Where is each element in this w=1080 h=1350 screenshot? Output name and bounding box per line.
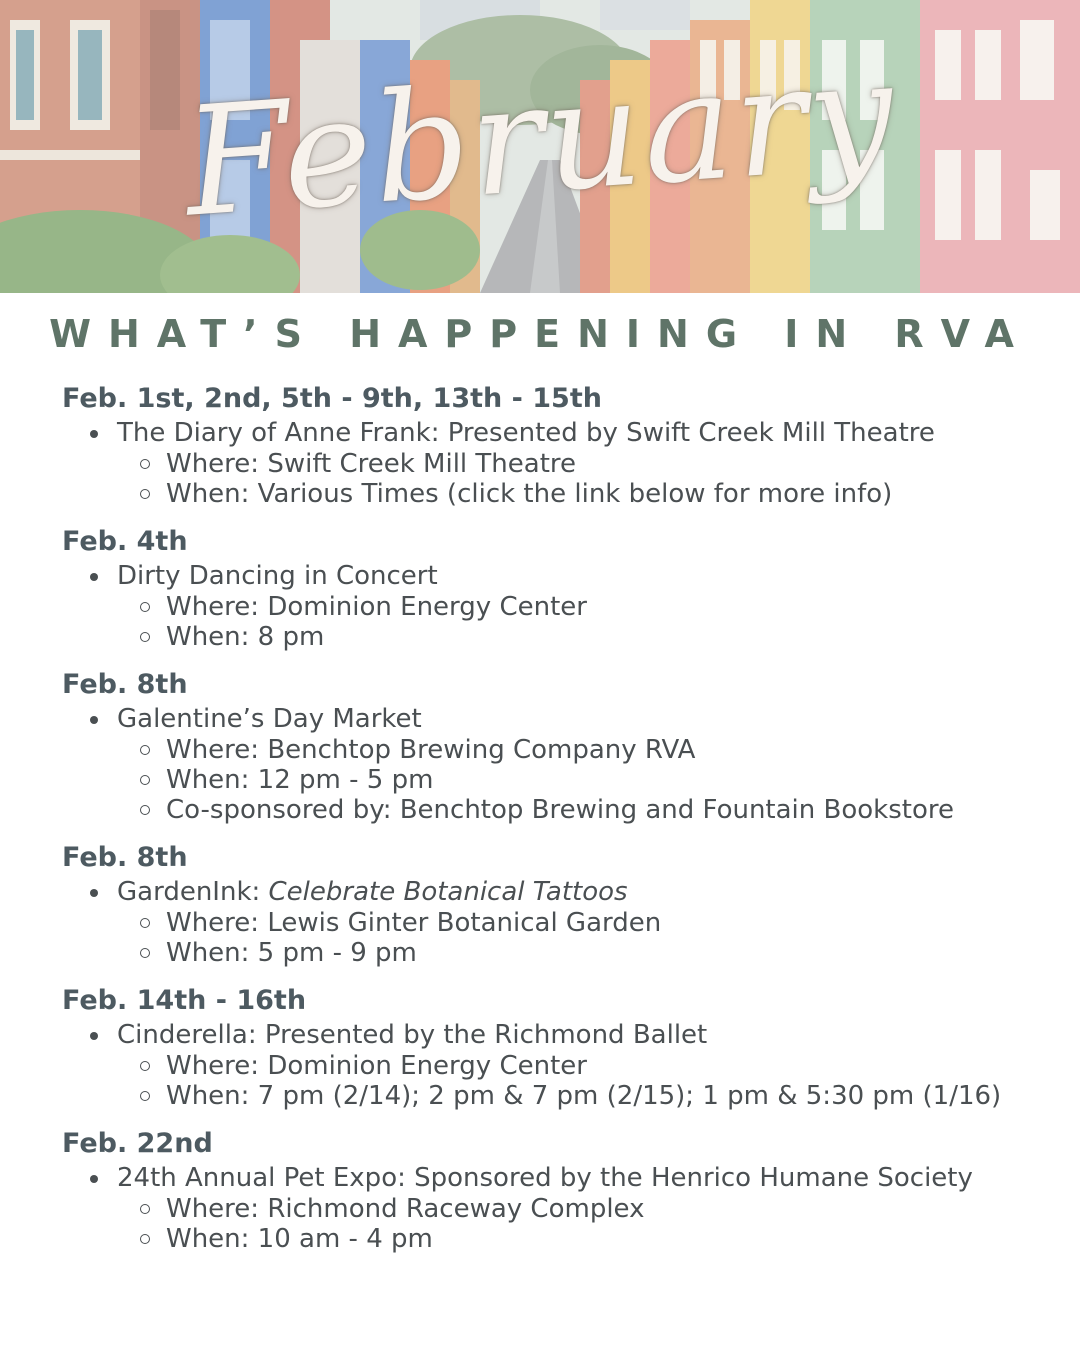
events-list [62, 380, 1052, 1268]
event-when: When: 8 pm [62, 622, 1052, 652]
event-when: When: Various Times (click the link below for more info) [62, 479, 1052, 509]
event-date: Feb. 14th - 16th [62, 985, 307, 1016]
event-title: 24th Annual Pet Expo: Sponsored by the Henrico Humane Society [62, 1163, 1052, 1194]
event-title-emphasis: Celebrate Botanical Tattoos [268, 877, 628, 907]
event-date: Feb. 22nd [62, 1128, 213, 1159]
event-gardenink [62, 839, 1052, 968]
event-cinderella [62, 982, 1052, 1111]
event-where: Where: Swift Creek Mill Theatre [62, 449, 1052, 479]
event-date: Feb. 8th [62, 669, 188, 700]
event-title [62, 877, 1052, 908]
event-where: Where: Dominion Energy Center [62, 1051, 1052, 1081]
event-anne-frank [62, 380, 1052, 509]
hero-title: February [179, 26, 901, 251]
event-date: Feb. 8th [62, 842, 188, 873]
event-pet-expo [62, 1125, 1052, 1254]
event-where: Where: Lewis Ginter Botanical Garden [62, 908, 1052, 938]
hero-banner [0, 0, 1080, 293]
event-where: Where: Dominion Energy Center [62, 592, 1052, 622]
event-dirty-dancing [62, 523, 1052, 652]
event-title: Dirty Dancing in Concert [62, 561, 1052, 592]
event-title: Galentine’s Day Market [62, 704, 1052, 735]
event-where: Where: Richmond Raceway Complex [62, 1194, 1052, 1224]
event-title-prefix: GardenInk: [117, 877, 269, 907]
event-when: When: 10 am - 4 pm [62, 1224, 1052, 1254]
event-galentines-market [62, 666, 1052, 825]
event-date: Feb. 4th [62, 526, 188, 557]
event-title: Cinderella: Presented by the Richmond Ballet [62, 1020, 1052, 1051]
event-when: When: 5 pm - 9 pm [62, 938, 1052, 968]
event-when: When: 12 pm - 5 pm [62, 765, 1052, 795]
event-when: When: 7 pm (2/14); 2 pm & 7 pm (2/15); 1 pm & 5:30 pm (1/16) [62, 1081, 1052, 1111]
event-title: The Diary of Anne Frank: Presented by Swift Creek Mill Theatre [62, 418, 1052, 449]
event-sponsor: Co-sponsored by: Benchtop Brewing and Fountain Bookstore [62, 795, 1052, 825]
event-where: Where: Benchtop Brewing Company RVA [62, 735, 1052, 765]
section-heading: WHAT’S HAPPENING IN RVA [49, 312, 1031, 356]
event-date: Feb. 1st, 2nd, 5th - 9th, 13th - 15th [62, 383, 602, 414]
